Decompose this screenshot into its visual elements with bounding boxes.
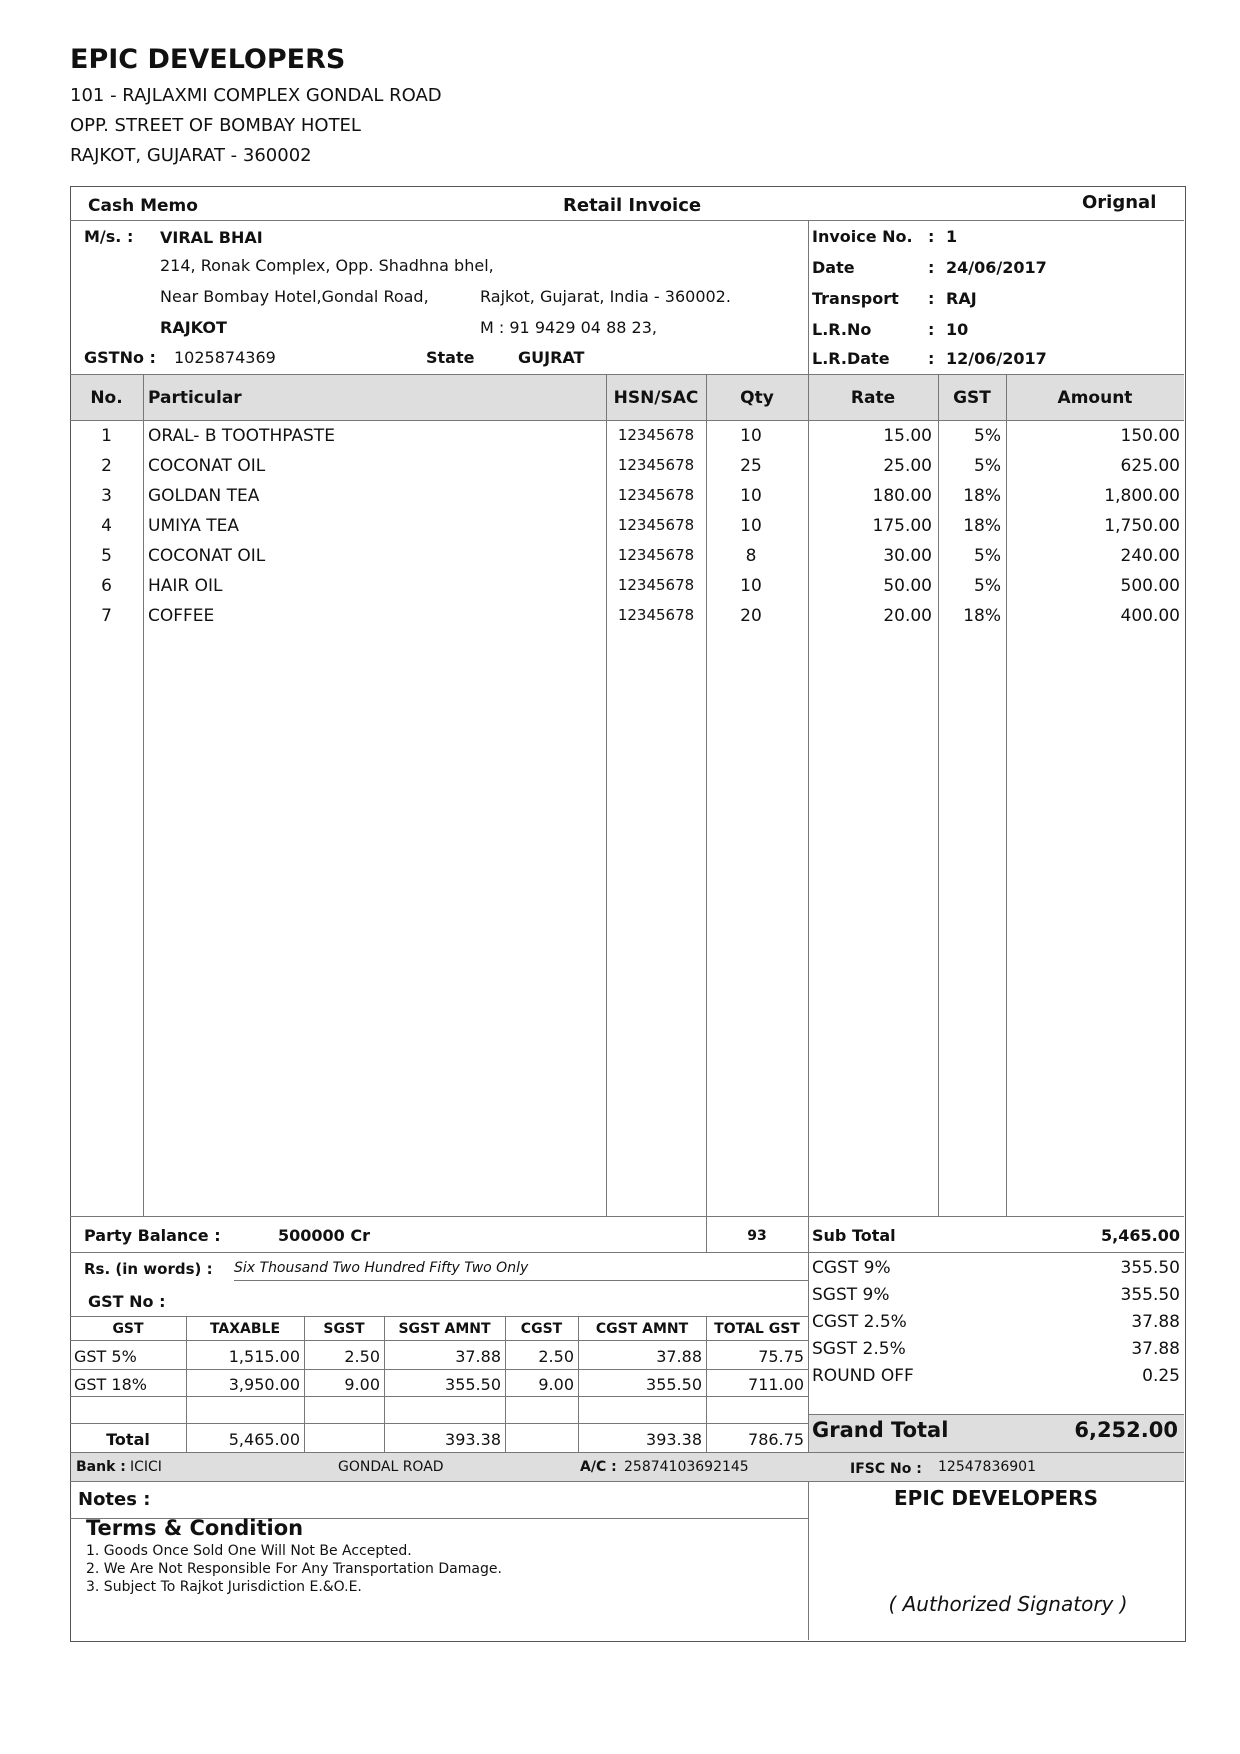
sub-total-value: 5,465.00 xyxy=(1101,1226,1180,1245)
gst-table-cell: 2.50 xyxy=(538,1347,574,1366)
item-amount: 400.00 xyxy=(1120,606,1180,626)
item-hsn: 12345678 xyxy=(617,516,695,534)
meta-colon: : xyxy=(928,289,935,308)
item-no: 4 xyxy=(101,516,112,536)
signature-company: EPIC DEVELOPERS xyxy=(894,1486,1098,1510)
gst-table-cell: 9.00 xyxy=(538,1375,574,1394)
item-no: 5 xyxy=(101,546,112,566)
meta-label: Invoice No. xyxy=(812,227,913,246)
item-particular: COCONAT OIL xyxy=(148,546,266,566)
item-rate: 15.00 xyxy=(883,426,932,446)
item-rate: 25.00 xyxy=(883,456,932,476)
column-header: Rate xyxy=(850,388,896,408)
gst-table-cell: GST 5% xyxy=(74,1347,137,1366)
summary-line-value: 0.25 xyxy=(1142,1366,1180,1386)
item-gst: 18% xyxy=(963,516,1001,536)
item-amount: 500.00 xyxy=(1120,576,1180,596)
item-particular: ORAL- B TOOTHPASTE xyxy=(148,426,335,446)
gst-table-cell: 9.00 xyxy=(344,1375,380,1394)
gst-table-cell: GST 18% xyxy=(74,1375,147,1394)
ac-number: 25874103692145 xyxy=(624,1459,749,1475)
column-header: Particular xyxy=(148,388,242,408)
gst-table-header: TOTAL GST xyxy=(714,1321,800,1337)
summary-line-value: 37.88 xyxy=(1131,1312,1180,1332)
buyer-gst-no: 1025874369 xyxy=(174,348,276,367)
buyer-address-city: Rajkot, Gujarat, India - 360002. xyxy=(480,287,731,306)
item-gst: 5% xyxy=(974,576,1001,596)
gst-summary-label: GST No : xyxy=(88,1292,166,1311)
party-balance-label: Party Balance : xyxy=(84,1226,221,1245)
item-gst: 5% xyxy=(974,456,1001,476)
ifsc-label: IFSC No : xyxy=(850,1461,922,1477)
grand-total-value: 6,252.00 xyxy=(1074,1418,1178,1442)
ifsc-code: 12547836901 xyxy=(938,1459,1036,1475)
meta-value: 24/06/2017 xyxy=(946,258,1047,277)
ac-label: A/C : xyxy=(580,1459,617,1475)
item-hsn: 12345678 xyxy=(617,606,695,624)
bank-label: Bank : xyxy=(76,1459,126,1475)
gst-table-cell: 711.00 xyxy=(748,1375,804,1394)
gst-table-total-cell: 786.75 xyxy=(748,1430,804,1449)
state-label: State xyxy=(426,348,475,367)
summary-line-label: CGST 9% xyxy=(812,1258,891,1278)
gst-table-header: SGST AMNT xyxy=(398,1321,491,1337)
company-address-line3: RAJKOT, GUJARAT - 360002 xyxy=(70,145,312,166)
amount-in-words: Six Thousand Two Hundred Fifty Two Only xyxy=(234,1260,529,1276)
invoice-type-label: Retail Invoice xyxy=(563,195,702,216)
item-qty: 25 xyxy=(740,456,762,476)
item-rate: 30.00 xyxy=(883,546,932,566)
item-qty: 10 xyxy=(740,516,762,536)
party-balance-value: 500000 Cr xyxy=(278,1226,370,1245)
gst-table-cell: 2.50 xyxy=(344,1347,380,1366)
total-qty: 93 xyxy=(747,1228,767,1244)
meta-value: 10 xyxy=(946,320,969,339)
terms-line-2: 2. We Are Not Responsible For Any Transportation Damage. xyxy=(86,1561,502,1577)
summary-line-label: SGST 2.5% xyxy=(812,1339,906,1359)
item-hsn: 12345678 xyxy=(617,546,695,564)
summary-line-value: 355.50 xyxy=(1120,1258,1180,1278)
item-amount: 240.00 xyxy=(1120,546,1180,566)
company-address-line1: 101 - RAJLAXMI COMPLEX GONDAL ROAD xyxy=(70,85,442,106)
buyer-city: RAJKOT xyxy=(160,318,227,337)
item-particular: COCONAT OIL xyxy=(148,456,266,476)
item-hsn: 12345678 xyxy=(617,576,695,594)
buyer-address-line1: 214, Ronak Complex, Opp. Shadhna bhel, xyxy=(160,256,494,275)
meta-label: L.R.No xyxy=(812,320,872,339)
summary-line-value: 355.50 xyxy=(1120,1285,1180,1305)
item-no: 6 xyxy=(101,576,112,596)
ms-label: M/s. : xyxy=(84,227,134,246)
item-no: 1 xyxy=(101,426,112,446)
item-qty: 10 xyxy=(740,486,762,506)
item-qty: 10 xyxy=(740,426,762,446)
sub-total-label: Sub Total xyxy=(812,1226,896,1245)
item-gst: 18% xyxy=(963,606,1001,626)
item-amount: 1,750.00 xyxy=(1104,516,1180,536)
bank-branch: GONDAL ROAD xyxy=(338,1459,444,1475)
authorized-signatory: ( Authorized Signatory ) xyxy=(888,1592,1128,1616)
item-hsn: 12345678 xyxy=(617,486,695,504)
gst-table-cell: 1,515.00 xyxy=(228,1347,300,1366)
column-header: GST xyxy=(953,388,991,408)
item-gst: 5% xyxy=(974,426,1001,446)
column-header: HSN/SAC xyxy=(613,388,699,408)
item-qty: 10 xyxy=(740,576,762,596)
meta-label: L.R.Date xyxy=(812,349,890,368)
item-qty: 20 xyxy=(740,606,762,626)
gst-table-total-cell: 393.38 xyxy=(646,1430,702,1449)
buyer-name: VIRAL BHAI xyxy=(160,228,263,247)
summary-line-value: 37.88 xyxy=(1131,1339,1180,1359)
meta-value: RAJ xyxy=(946,289,977,308)
buyer-state: GUJRAT xyxy=(518,348,585,367)
gst-table-header: TAXABLE xyxy=(209,1321,281,1337)
gst-table-total-cell: Total xyxy=(106,1430,150,1449)
cash-memo-label: Cash Memo xyxy=(88,196,198,216)
item-particular: UMIYA TEA xyxy=(148,516,239,536)
notes-label: Notes : xyxy=(78,1489,151,1510)
gst-table-cell: 37.88 xyxy=(656,1347,702,1366)
meta-value: 12/06/2017 xyxy=(946,349,1047,368)
meta-value: 1 xyxy=(946,227,958,246)
gst-table-cell: 75.75 xyxy=(758,1347,804,1366)
meta-colon: : xyxy=(928,227,935,246)
item-particular: COFFEE xyxy=(148,606,215,626)
gst-table-cell: 355.50 xyxy=(646,1375,702,1394)
item-rate: 175.00 xyxy=(872,516,932,536)
item-amount: 150.00 xyxy=(1120,426,1180,446)
summary-line-label: CGST 2.5% xyxy=(812,1312,907,1332)
terms-line-1: 1. Goods Once Sold One Will Not Be Accepted. xyxy=(86,1543,412,1559)
gst-no-label: GSTNo : xyxy=(84,348,156,367)
gst-table-header: SGST xyxy=(323,1321,365,1337)
meta-colon: : xyxy=(928,258,935,277)
gst-table-header: CGST xyxy=(520,1321,563,1337)
column-header: Qty xyxy=(740,388,774,408)
meta-colon: : xyxy=(928,320,935,339)
company-address-line2: OPP. STREET OF BOMBAY HOTEL xyxy=(70,115,361,136)
item-rate: 180.00 xyxy=(872,486,932,506)
item-qty: 8 xyxy=(745,546,757,566)
company-name: EPIC DEVELOPERS xyxy=(70,44,346,75)
buyer-address-line2: Near Bombay Hotel,Gondal Road, xyxy=(160,287,429,306)
item-rate: 20.00 xyxy=(883,606,932,626)
gst-table-header: CGST AMNT xyxy=(595,1321,689,1337)
copy-label: Orignal xyxy=(1082,192,1157,213)
meta-label: Transport xyxy=(812,289,899,308)
item-amount: 1,800.00 xyxy=(1104,486,1180,506)
gst-table-cell: 355.50 xyxy=(445,1375,501,1394)
item-amount: 625.00 xyxy=(1120,456,1180,476)
meta-colon: : xyxy=(928,349,935,368)
item-no: 3 xyxy=(101,486,112,506)
summary-line-label: ROUND OFF xyxy=(812,1366,914,1386)
item-gst: 5% xyxy=(974,546,1001,566)
summary-line-label: SGST 9% xyxy=(812,1285,890,1305)
buyer-mobile: M : 91 9429 04 88 23, xyxy=(480,318,657,337)
item-gst: 18% xyxy=(963,486,1001,506)
item-particular: GOLDAN TEA xyxy=(148,486,260,506)
words-label: Rs. (in words) : xyxy=(84,1260,213,1278)
gst-table-total-cell: 393.38 xyxy=(445,1430,501,1449)
bank-name: ICICI xyxy=(130,1459,162,1475)
item-no: 7 xyxy=(101,606,112,626)
gst-table-header: GST xyxy=(112,1321,144,1337)
column-header: Amount xyxy=(1057,388,1133,408)
gst-table-cell: 3,950.00 xyxy=(228,1375,300,1394)
gst-table-total-cell: 5,465.00 xyxy=(228,1430,300,1449)
item-rate: 50.00 xyxy=(883,576,932,596)
item-hsn: 12345678 xyxy=(617,456,695,474)
grand-total-label: Grand Total xyxy=(812,1418,949,1442)
meta-label: Date xyxy=(812,258,855,277)
terms-title: Terms & Condition xyxy=(86,1516,304,1540)
column-header: No. xyxy=(90,388,123,408)
item-no: 2 xyxy=(101,456,112,476)
terms-line-3: 3. Subject To Rajkot Jurisdiction E.&O.E. xyxy=(86,1579,362,1595)
gst-table-cell: 37.88 xyxy=(455,1347,501,1366)
item-particular: HAIR OIL xyxy=(148,576,223,596)
item-hsn: 12345678 xyxy=(617,426,695,444)
